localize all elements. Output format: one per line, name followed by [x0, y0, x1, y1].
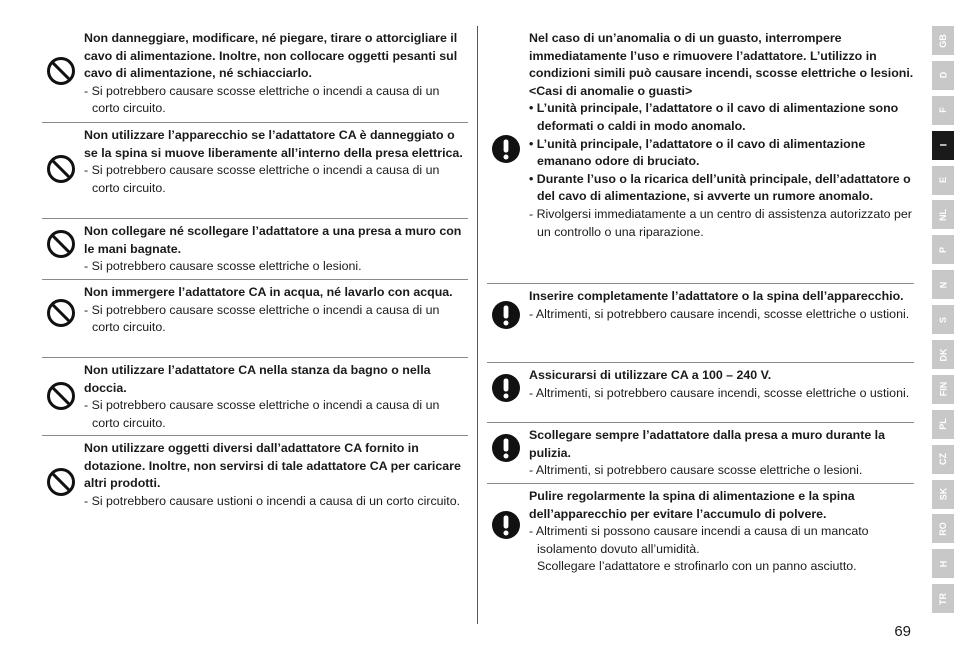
language-tab-d[interactable] — [932, 61, 954, 90]
language-tab-label: CZ — [938, 453, 948, 466]
prohibition-icon — [46, 381, 76, 416]
language-tab-gb[interactable] — [932, 26, 954, 55]
warning-note: - Altrimenti, si potrebbero causare incendi, scosse elettriche o ustioni. — [529, 306, 910, 321]
language-tab-label: NL — [938, 208, 948, 221]
prohibition-icon — [46, 56, 76, 91]
warning-heading: <Casi di anomalie o guasti> — [529, 83, 693, 98]
language-tab-tr[interactable] — [932, 584, 954, 613]
language-tab-fin[interactable] — [932, 375, 954, 404]
warning-text — [529, 488, 914, 576]
right-warning-item — [487, 363, 914, 423]
warning-text — [529, 30, 914, 241]
left-warning-item — [42, 26, 468, 123]
warning-text — [84, 440, 468, 510]
language-tab-f[interactable] — [932, 96, 954, 125]
warning-heading: Inserire completamente l’adattatore o la spina dell’apparecchio. — [529, 289, 904, 303]
warning-instruction: Scollegare l’adattatore e strofinarlo con un panno asciutto. — [537, 559, 857, 574]
warning-heading: Non immergere l’adattatore CA in acqua, né lavarlo con acqua. — [84, 285, 453, 299]
language-tab-label: P — [937, 246, 948, 253]
warning-heading: Non danneggiare, modificare, né piegare, tirare o attorcigliare il cavo di alimentazione. Inoltre, non collocare oggetti pesanti sul cavo di alimentazione, né schiacciarlo. — [84, 31, 458, 81]
language-tab-label: E — [937, 177, 948, 184]
warning-note: - Altrimenti, si potrebbero causare incendi, scosse elettriche o ustioni. — [529, 385, 910, 400]
warning-heading: Non utilizzare oggetti diversi dall’adattatore CA fornito in dotazione. Inoltre, non servirsi di tale adattatore CA per caricare altri prodotti. — [84, 441, 461, 491]
left-warning-item — [42, 219, 468, 280]
language-tab-label: N — [938, 281, 948, 288]
warning-note: - Si potrebbero causare scosse elettriche o incendi a causa di un corto circuito. — [84, 83, 440, 116]
language-tab-ro[interactable] — [932, 514, 954, 543]
warning-bullet: • Durante l’uso o la ricarica dell’unità principale, dell’adattatore o del cavo di alimentazione, si avverte un rumore anomalo. — [529, 171, 911, 204]
mandatory-action-icon — [491, 433, 521, 468]
prohibition-icon — [46, 154, 76, 189]
right-column — [487, 26, 914, 584]
language-tab-dk[interactable] — [932, 340, 954, 369]
language-tab-label: PL — [937, 418, 948, 431]
warning-heading: Non utilizzare l’adattatore CA nella stanza da bagno o nella doccia. — [84, 363, 431, 395]
prohibition-icon — [46, 298, 76, 333]
warning-note: - Rivolgersi immediatamente a un centro di assistenza autorizzato per un controllo o una riparazione. — [529, 206, 912, 239]
warning-heading: Non collegare né scollegare l’adattatore a una presa a muro con le mani bagnate. — [84, 224, 462, 256]
language-tab-n[interactable] — [932, 270, 954, 299]
warning-heading: Scollegare sempre l’adattatore dalla presa a muro durante la pulizia. — [529, 428, 886, 460]
left-warning-item — [42, 280, 468, 358]
mandatory-action-icon — [491, 510, 521, 545]
language-tab-label: FIN — [938, 382, 948, 397]
language-tab-label: H — [938, 560, 948, 568]
warning-note: - Altrimenti si possono causare incendi a causa di un mancato isolamento dovuto all’umidità. — [529, 524, 869, 556]
language-tab-label: D — [938, 72, 948, 79]
right-warning-item — [487, 26, 914, 284]
language-tab-label: DK — [938, 348, 948, 362]
language-tab-s[interactable] — [932, 305, 954, 334]
warning-bullet: • L’unità principale, l’adattatore o il cavo di alimentazione emanano odore di bruciato. — [529, 136, 866, 169]
warning-text — [84, 362, 468, 432]
warning-text — [529, 288, 914, 323]
prohibition-icon — [46, 229, 76, 264]
warning-text — [84, 284, 468, 337]
warning-note: - Si potrebbero causare scosse elettriche o incendi a causa di un corto circuito. — [84, 398, 440, 430]
warning-text — [84, 127, 468, 197]
language-tab-e[interactable] — [932, 166, 954, 195]
warning-note: - Si potrebbero causare scosse elettriche o incendi a causa di un corto circuito. — [84, 302, 440, 335]
prohibition-icon — [46, 467, 76, 502]
language-tab-label: SK — [937, 487, 948, 501]
language-tab-label: GB — [938, 33, 948, 48]
warning-text — [84, 30, 468, 118]
language-tab-h[interactable] — [932, 549, 954, 578]
language-tab-p[interactable] — [932, 235, 954, 264]
language-tab-label: TR — [938, 592, 948, 605]
warning-text — [529, 367, 914, 402]
warning-text — [529, 427, 914, 480]
language-tab-nl[interactable] — [932, 200, 954, 229]
column-divider — [477, 26, 478, 624]
warning-heading: Nel caso di un’anomalia o di un guasto, interrompere immediatamente l’uso e rimuovere l’adattatore. L’utilizzo in condizioni simili può causare incendi, scosse elettriche o lesioni. — [529, 31, 914, 81]
language-tab-sk[interactable] — [932, 480, 954, 509]
mandatory-action-icon — [491, 373, 521, 408]
warning-heading: Assicurarsi di utilizzare CA a 100 – 240 V. — [529, 368, 772, 382]
warning-text — [84, 223, 468, 276]
warning-note: - Altrimenti, si potrebbero causare scosse elettriche o lesioni. — [529, 463, 863, 478]
warning-heading: Non utilizzare l’apparecchio se l’adattatore CA è danneggiato o se la spina si muove liberamente all’interno della presa elettrica. — [84, 128, 463, 160]
right-warning-item — [487, 484, 914, 584]
warning-note: - Si potrebbero causare ustioni o incendi a causa di un corto circuito. — [84, 493, 461, 508]
left-column — [42, 26, 468, 532]
mandatory-action-icon — [491, 300, 521, 335]
page-number: 69 — [894, 623, 911, 640]
language-tab-label: I — [937, 143, 948, 147]
language-tab-label: F — [938, 107, 948, 114]
language-tab-i[interactable] — [932, 131, 954, 160]
left-warning-item — [42, 436, 468, 532]
mandatory-action-icon — [491, 134, 521, 169]
language-tab-cz[interactable] — [932, 445, 954, 474]
warning-heading: Pulire regolarmente la spina di alimentazione e la spina dell’apparecchio per evitare l’accumulo di polvere. — [529, 489, 855, 521]
language-tab-pl[interactable] — [932, 410, 954, 439]
right-warning-item — [487, 423, 914, 484]
warning-note: - Si potrebbero causare scosse elettriche o lesioni. — [84, 259, 362, 274]
warning-note: - Si potrebbero causare scosse elettriche o incendi a causa di un corto circuito. — [84, 163, 440, 195]
language-tab-label: S — [937, 316, 948, 323]
language-tab-label: RO — [938, 522, 948, 536]
left-warning-item — [42, 358, 468, 436]
right-warning-item — [487, 284, 914, 363]
warning-bullet: • L’unità principale, l’adattatore o il cavo di alimentazione sono deformati o caldi in modo anomalo. — [529, 101, 899, 133]
left-warning-item — [42, 123, 468, 219]
language-tabs — [932, 26, 954, 619]
